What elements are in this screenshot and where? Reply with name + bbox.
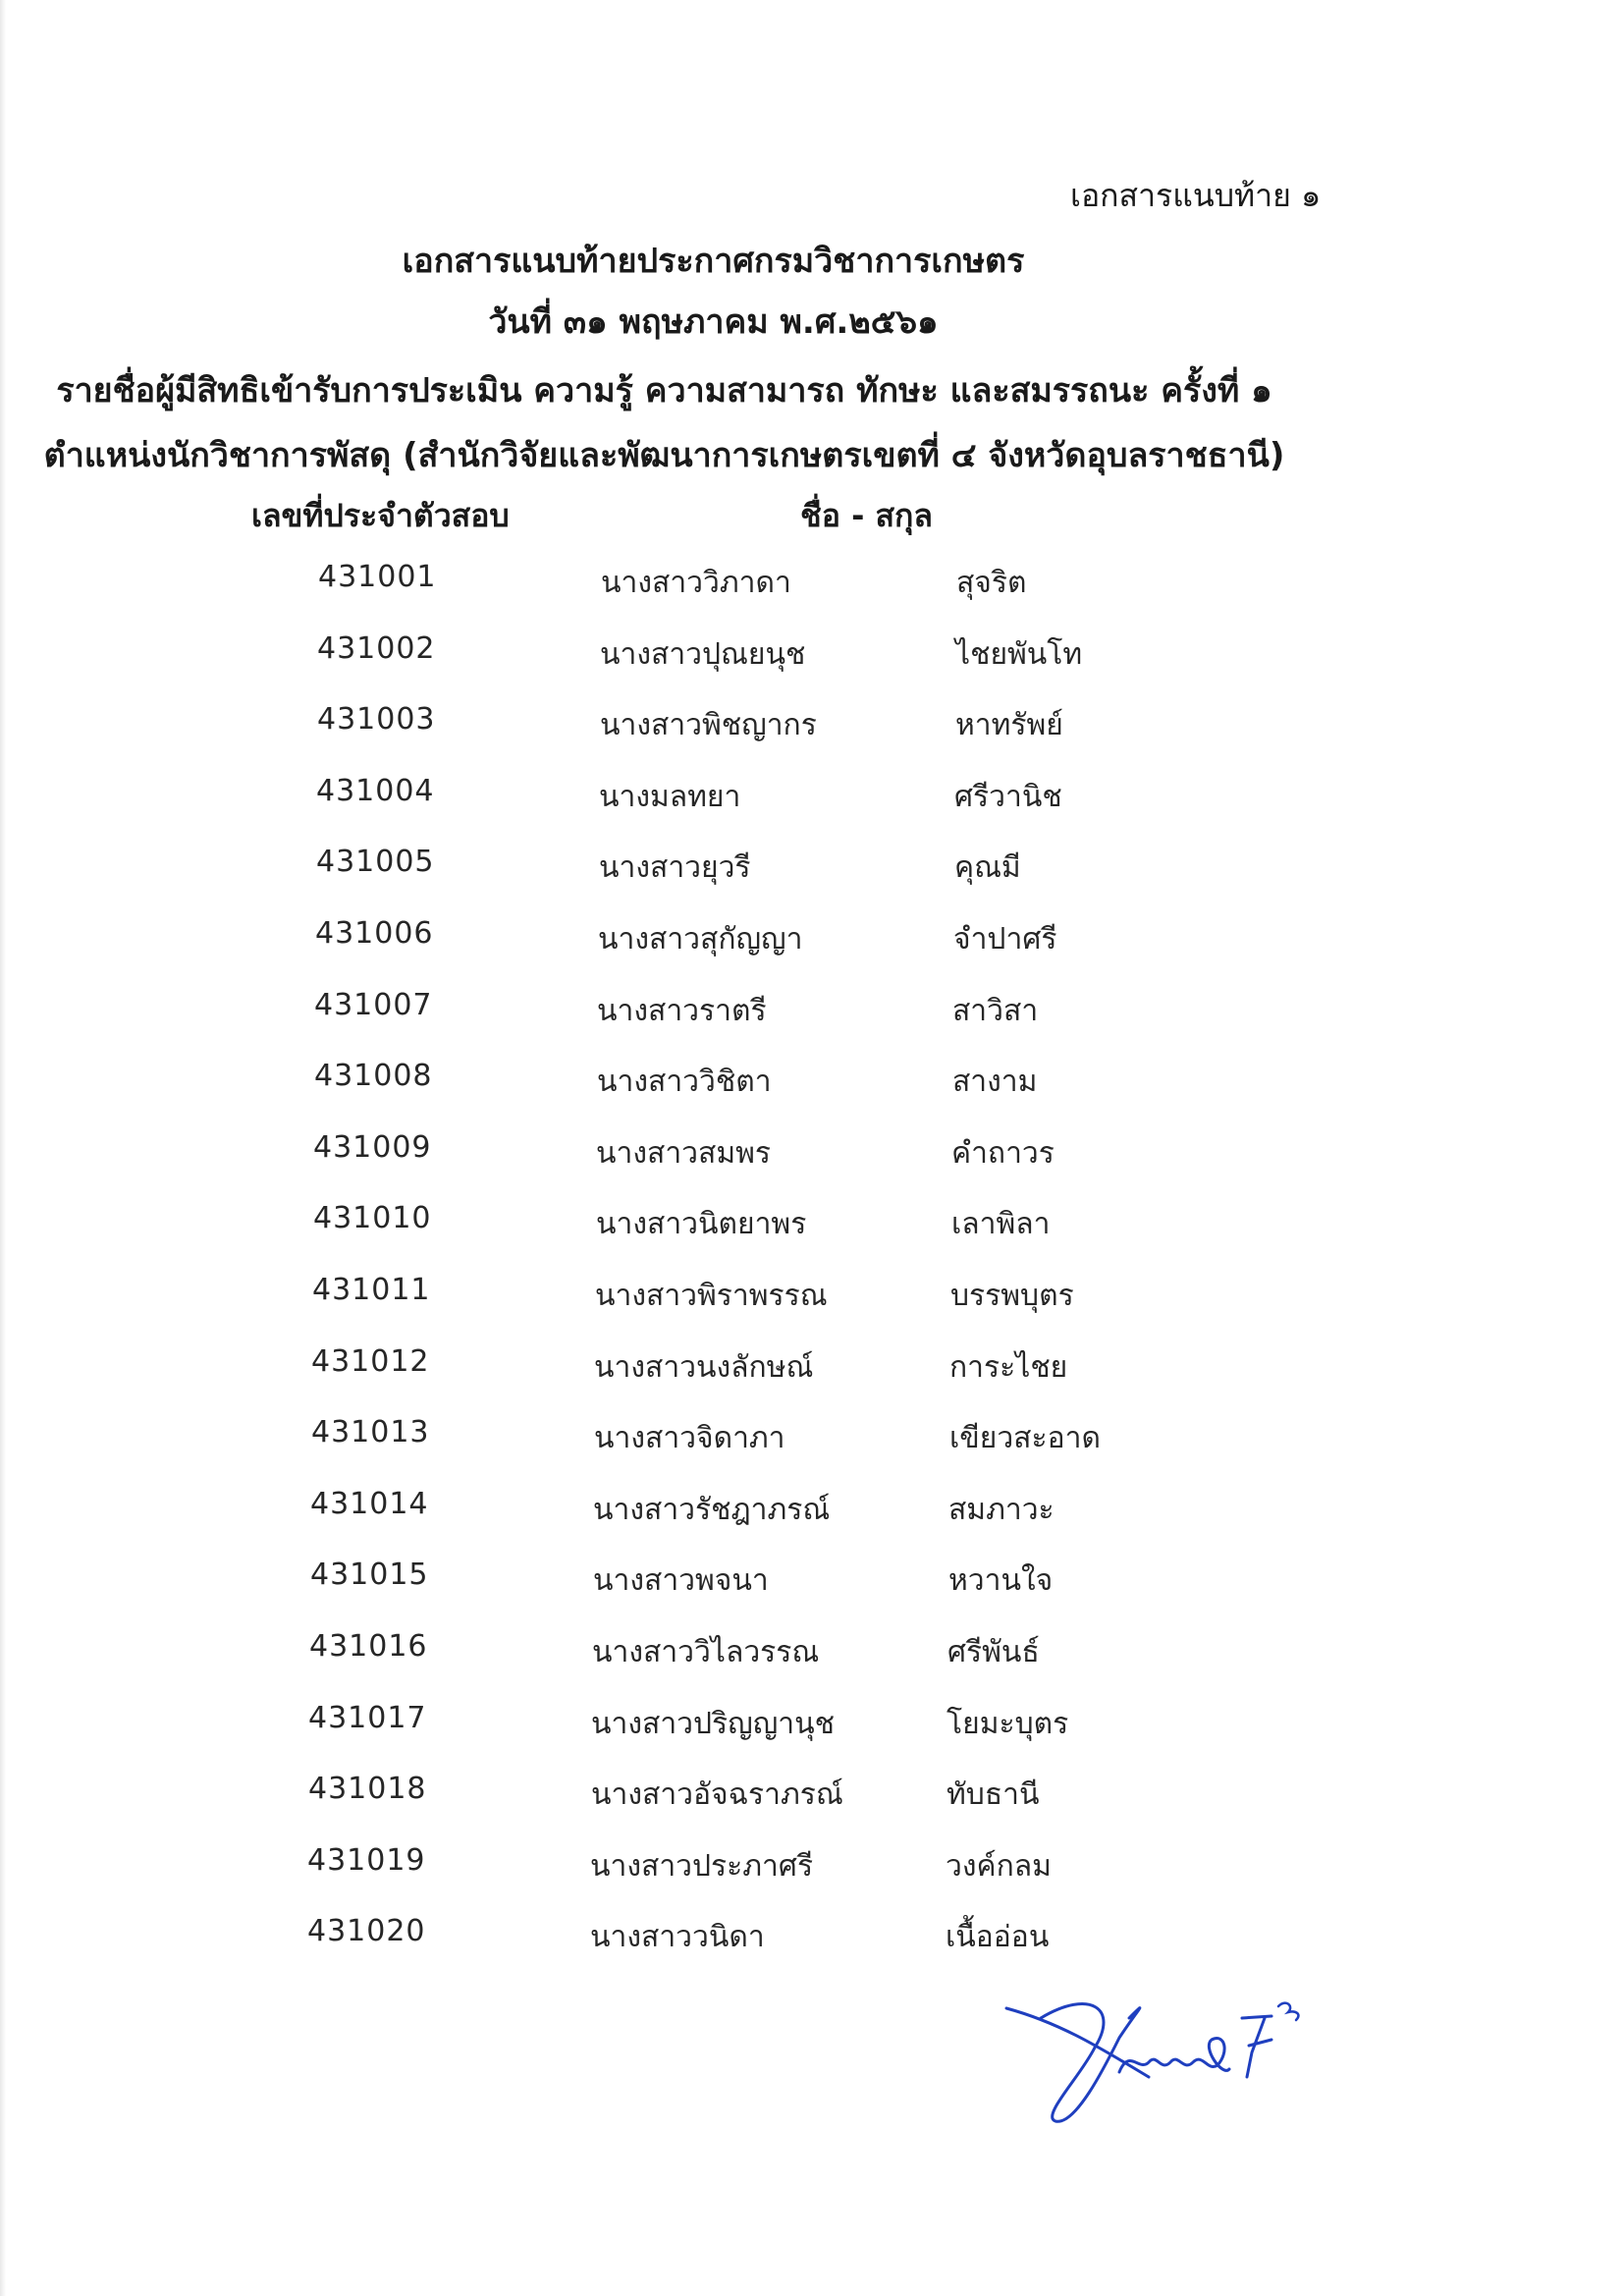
candidate-last-name: ทับธานี [947, 1777, 1040, 1812]
candidate-first-name: นางสาวรัชฎาภรณ์ [593, 1493, 831, 1527]
exam-id: 431017 [308, 1701, 427, 1735]
candidate-last-name: เขียวสะอาด [949, 1421, 1101, 1455]
candidate-first-name: นางสาวยุวรี [599, 850, 751, 885]
list-item [0, 631, 1623, 690]
candidate-last-name: สาวิสา [952, 994, 1039, 1028]
exam-id: 431009 [313, 1130, 432, 1165]
candidate-last-name: จำปาศรี [953, 922, 1057, 957]
exam-id: 431010 [313, 1201, 432, 1235]
candidate-first-name: นางสาวนงลักษณ์ [594, 1350, 814, 1385]
candidate-last-name: ศรีพันธ์ [947, 1635, 1040, 1669]
candidate-last-name: บรรพบุตร [950, 1279, 1074, 1313]
exam-id: 431020 [307, 1914, 426, 1948]
list-item [0, 1487, 1623, 1546]
column-header-exam-id: เลขที่ประจำตัวสอบ [251, 497, 510, 534]
candidate-first-name: นางสาวอัจฉราภรณ์ [591, 1777, 843, 1812]
list-item [0, 1059, 1623, 1118]
signature-image [1001, 1979, 1316, 2126]
exam-id: 431003 [317, 702, 436, 737]
exam-id: 431006 [315, 916, 434, 951]
column-header-name: ชื่อ - สกุล [800, 497, 934, 534]
candidate-last-name: การะไชย [949, 1350, 1068, 1385]
exam-id: 431014 [310, 1487, 429, 1521]
exam-id: 431016 [309, 1629, 428, 1664]
list-item [0, 1772, 1623, 1831]
candidate-last-name: คำถาวร [951, 1136, 1055, 1171]
announcement-title: เอกสารแนบท้ายประกาศกรมวิชาการเกษตร [402, 242, 1025, 281]
candidate-last-name: สมภาวะ [948, 1493, 1055, 1527]
exam-id: 431001 [318, 560, 437, 594]
exam-id: 431008 [314, 1059, 433, 1093]
candidate-last-name: โยมะบุตร [947, 1707, 1069, 1741]
candidate-last-name: คุณมี [954, 850, 1021, 885]
list-item [0, 560, 1623, 619]
candidate-first-name: นางสาววนิดา [590, 1920, 765, 1954]
exam-id: 431018 [308, 1772, 427, 1806]
candidate-first-name: นางสาววิไลวรรณ [592, 1635, 820, 1669]
exam-id: 431012 [311, 1344, 430, 1379]
candidate-first-name: นางสาวปุณยนุช [600, 637, 806, 672]
list-item [0, 1558, 1623, 1616]
candidate-last-name: สางาม [952, 1065, 1038, 1099]
list-item [0, 1701, 1623, 1760]
candidate-first-name: นางสาวพิราพรรณ [595, 1279, 828, 1313]
list-item [0, 702, 1623, 761]
candidate-last-name: เนื้ออ่อน [946, 1920, 1050, 1954]
list-item [0, 1629, 1623, 1688]
exam-id: 431004 [316, 774, 435, 808]
candidate-last-name: ไชยพันโท [955, 637, 1083, 672]
candidate-last-name: วงค์กลม [946, 1849, 1052, 1884]
candidate-last-name: หวานใจ [948, 1563, 1054, 1598]
list-item [0, 1201, 1623, 1260]
list-item [0, 845, 1623, 903]
candidate-first-name: นางสาวประภาศรี [590, 1849, 814, 1884]
candidate-first-name: นางมลทยา [599, 780, 741, 814]
list-item [0, 1273, 1623, 1332]
candidate-first-name: นางสาวพจนา [593, 1563, 769, 1598]
exam-id: 431015 [310, 1558, 429, 1592]
candidate-first-name: นางสาวพิชญากร [600, 708, 817, 742]
candidate-first-name: นางสาววิภาดา [601, 566, 791, 600]
exam-id: 431011 [312, 1273, 431, 1307]
candidate-first-name: นางสาววิชิตา [597, 1065, 772, 1099]
list-item [0, 774, 1623, 833]
list-item [0, 1914, 1623, 1973]
announcement-date: วันที่ ๓๑ พฤษภาคม พ.ศ.๒๕๖๑ [488, 302, 939, 342]
list-item [0, 988, 1623, 1047]
candidate-first-name: นางสาวราตรี [597, 994, 767, 1028]
position-title: ตำแหน่งนักวิชาการพัสดุ (สำนักวิจัยและพัฒนาการเกษตรเขตที่ ๔ จังหวัดอุบลราชธานี) [43, 436, 1285, 475]
candidate-first-name: นางสาวนิตยาพร [596, 1207, 807, 1241]
list-title: รายชื่อผู้มีสิทธิเข้ารับการประเมิน ความรู้ ความสามารถ ทักษะ และสมรรถนะ ครั้งที่ ๑ [56, 371, 1272, 410]
list-item [0, 1130, 1623, 1189]
exam-id: 431007 [314, 988, 433, 1022]
list-item [0, 916, 1623, 975]
candidate-first-name: นางสาวสุกัญญา [598, 922, 803, 957]
candidate-last-name: เลาพิลา [951, 1207, 1051, 1241]
candidate-first-name: นางสาวจิดาภา [594, 1421, 785, 1455]
candidate-last-name: หาทรัพย์ [955, 708, 1063, 742]
exam-id: 431019 [307, 1843, 426, 1878]
exam-id: 431002 [317, 631, 436, 666]
annex-label: เอกสารแนบท้าย ๑ [1070, 177, 1322, 214]
candidate-last-name: ศรีวานิช [954, 780, 1062, 814]
candidate-first-name: นางสาวปริญญานุช [591, 1707, 835, 1741]
candidate-first-name: นางสาวสมพร [596, 1136, 771, 1171]
list-item [0, 1344, 1623, 1403]
list-item [0, 1843, 1623, 1902]
candidate-last-name: สุจริต [956, 566, 1027, 600]
exam-id: 431005 [316, 845, 435, 879]
list-item [0, 1415, 1623, 1474]
exam-id: 431013 [311, 1415, 430, 1449]
